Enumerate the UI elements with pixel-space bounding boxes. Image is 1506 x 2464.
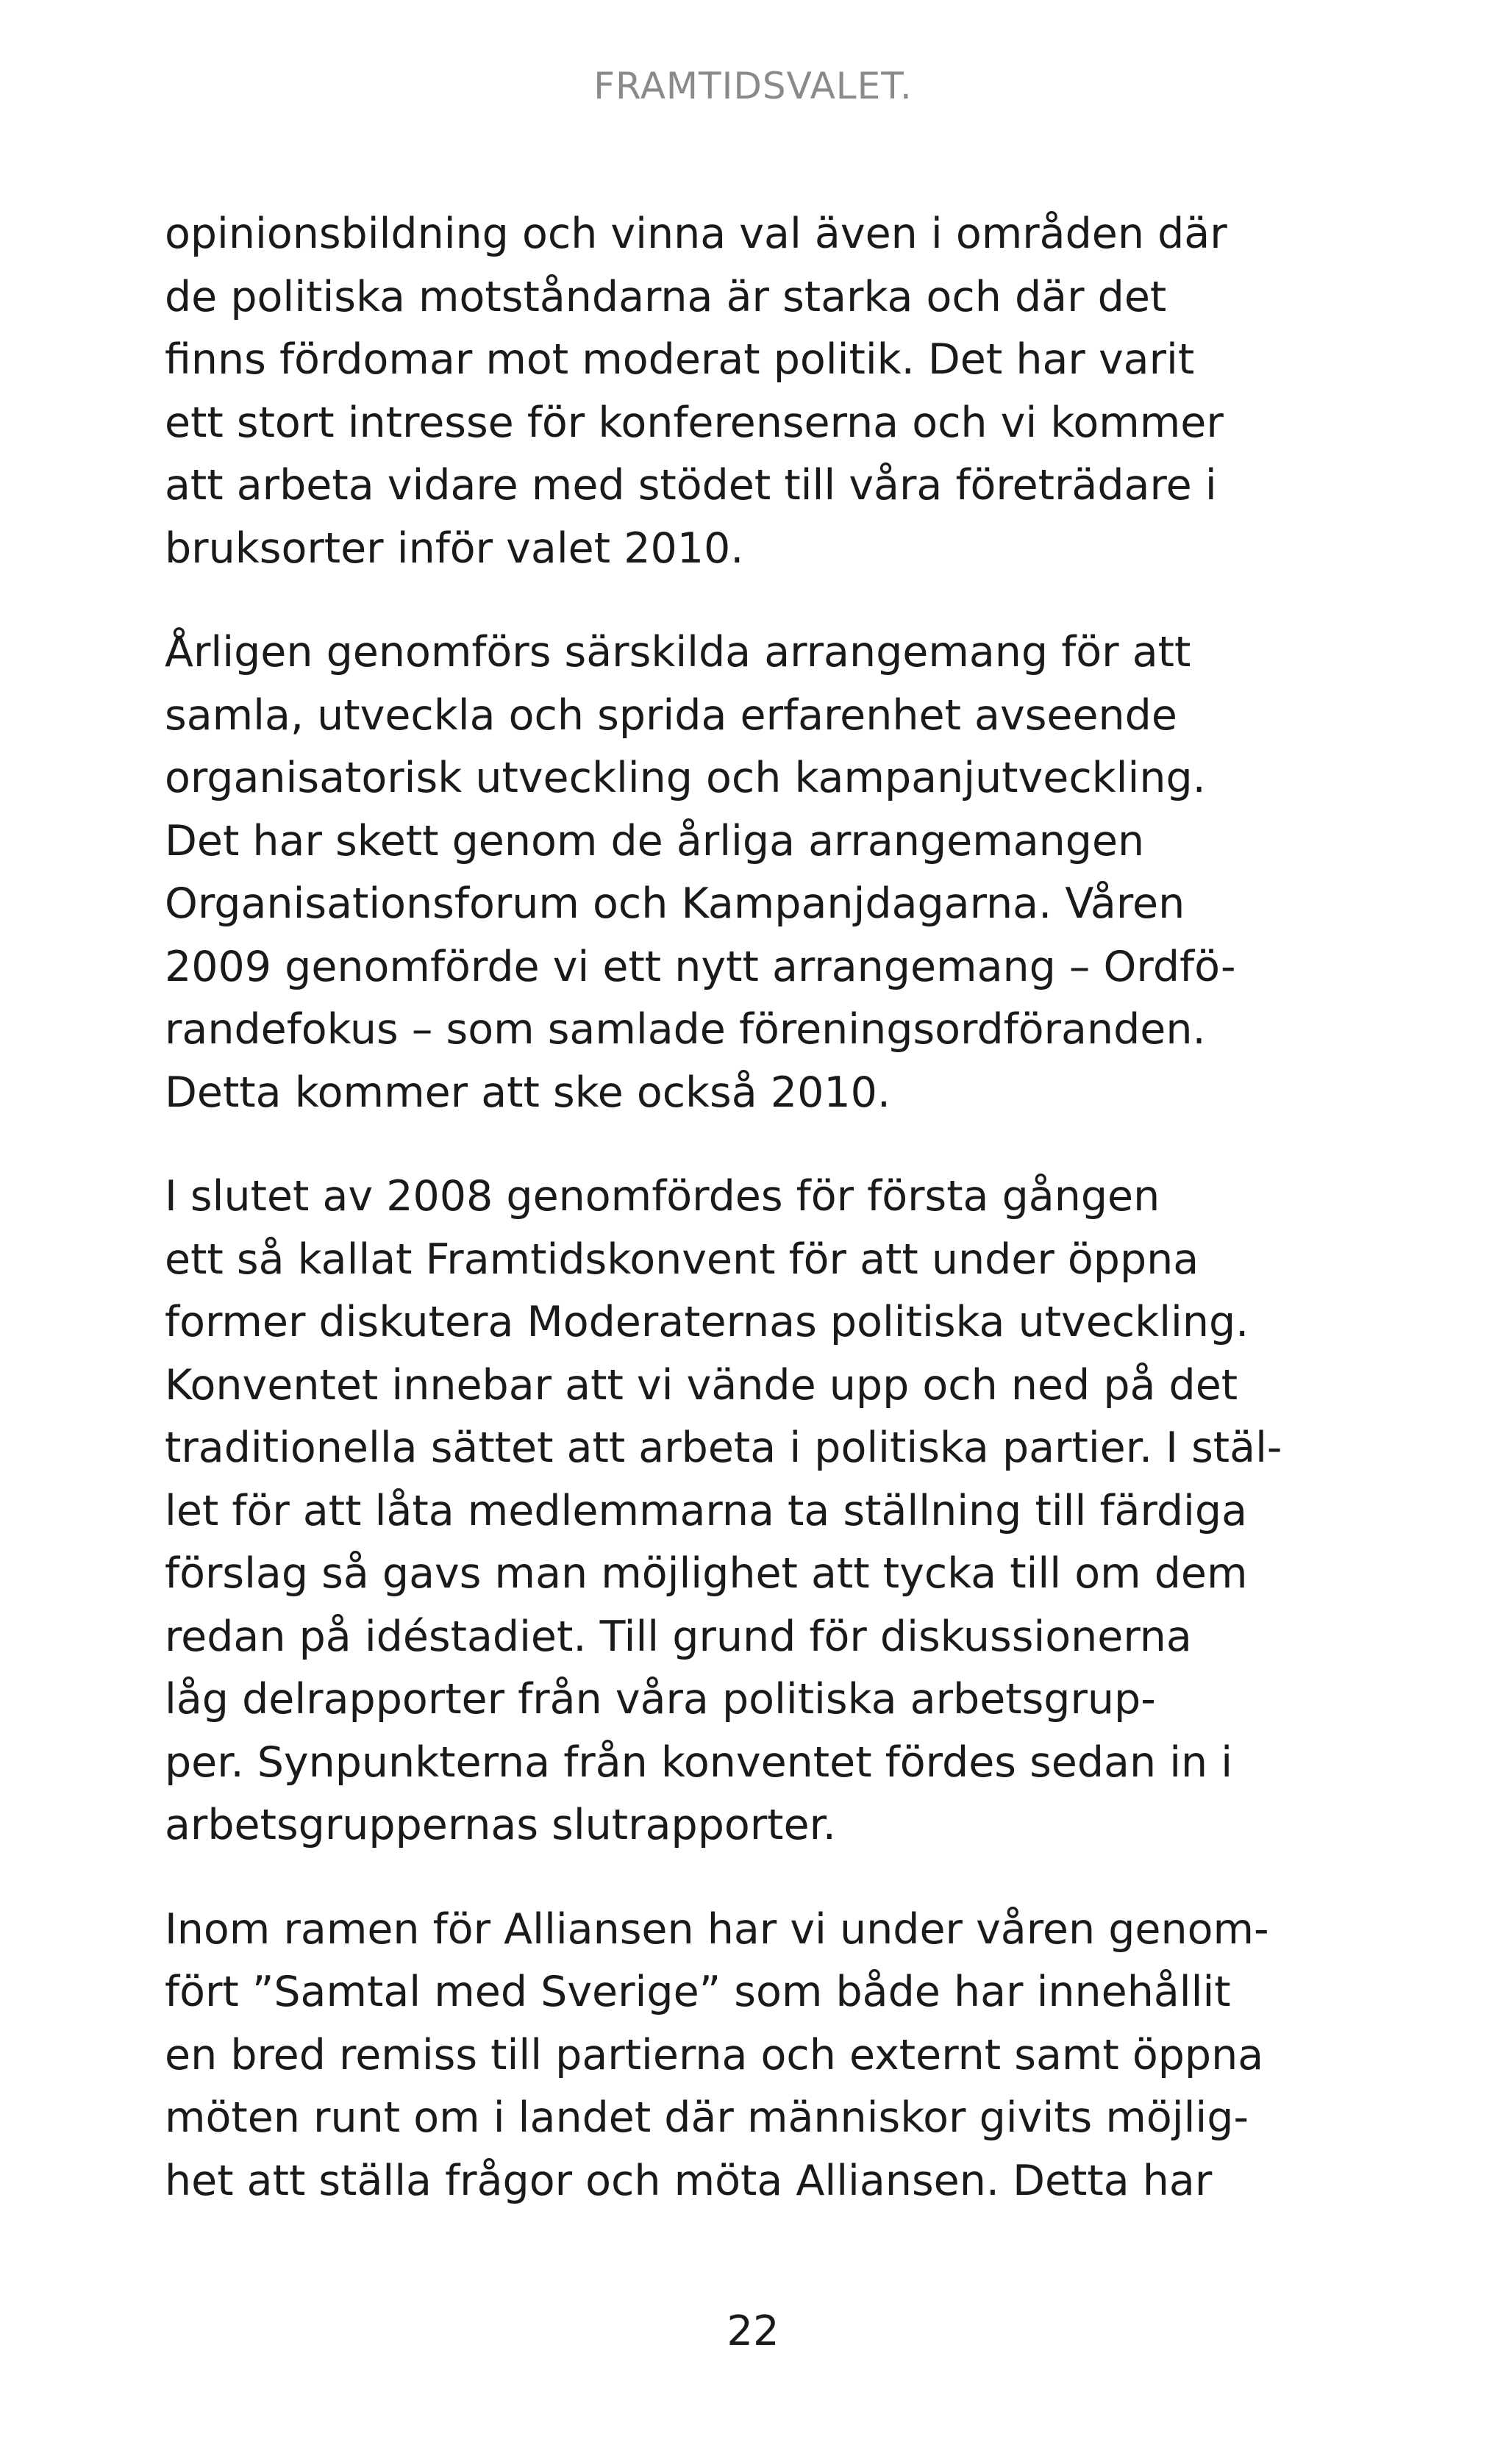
text-line: randefokus – som samlade föreningsordföranden. (165, 1005, 1206, 1054)
text-line: låg delrapporter från våra politiska arbetsgrup- (165, 1675, 1156, 1724)
text-line: ett stort intresse för konferenserna och vi kommer (165, 398, 1224, 447)
text-line: former diskutera Moderaternas politiska utveckling. (165, 1298, 1249, 1346)
text-line: Årligen genomförs särskilda arrangemang för att (165, 628, 1191, 676)
text-line: arbetsgruppernas slutrapporter. (165, 1801, 836, 1849)
text-line: bruksorter inför valet 2010. (165, 524, 744, 573)
text-line: att arbeta vidare med stödet till våra företrädare i (165, 461, 1217, 510)
text-line: organisatorisk utveckling och kampanjutveckling. (165, 754, 1206, 802)
text-line: fört ”Samtal med Sverige” som både har innehållit (165, 1968, 1231, 2016)
text-line: traditionella sättet att arbeta i politiska partier. I stäl- (165, 1424, 1282, 1472)
text-line: samla, utveckla och sprida erfarenhet avseende (165, 690, 1177, 740)
text-line: Konventet innebar att vi vände upp och ned på det (165, 1360, 1238, 1410)
text-line: en bred remiss till partierna och externt samt öppna (165, 2030, 1264, 2079)
text-line: Inom ramen för Alliansen har vi under våren genom- (165, 1904, 1269, 1954)
text-line: let för att låta medlemmarna ta ställning till färdiga (165, 1486, 1248, 1535)
text-line: 2009 genomförde vi ett nytt arrangemang – Ordfö- (165, 942, 1236, 991)
text-line: Det har skett genom de årliga arrangemangen (165, 816, 1145, 865)
text-line: förslag så gavs man möjlighet att tycka till om dem (165, 1549, 1248, 1598)
text-line: redan på idéstadiet. Till grund för diskussionerna (165, 1612, 1192, 1661)
paragraph-2 (165, 621, 1312, 1124)
page-number: 22 (727, 2307, 779, 2355)
text-line: ett så kallat Framtidskonvent för att under öppna (165, 1235, 1199, 1284)
text-line: I slutet av 2008 genomfördes för första gången (165, 1172, 1160, 1221)
paragraph-3 (165, 1165, 1312, 1857)
body-text (165, 203, 1312, 2254)
paragraph-1 (165, 203, 1312, 580)
text-line: de politiska motståndarna är starka och där det (165, 272, 1167, 321)
paragraph-4 (165, 1899, 1312, 2213)
text-line: finns fördomar mot moderat politik. Det har varit (165, 335, 1195, 384)
text-line: opinionsbildning och vinna val även i områden där (165, 210, 1227, 258)
text-line: het att ställa frågor och möta Alliansen. Detta har (165, 2156, 1213, 2205)
text-line: Detta kommer att ske också 2010. (165, 1068, 891, 1117)
running-header: FRAMTIDSVALET. (593, 65, 913, 107)
text-line: Organisationsforum och Kampanjdagarna. Våren (165, 879, 1185, 928)
text-line: möten runt om i landet där människor givits möjlig- (165, 2093, 1249, 2142)
text-line: per. Synpunkterna från konventet fördes sedan in i (165, 1738, 1233, 1787)
